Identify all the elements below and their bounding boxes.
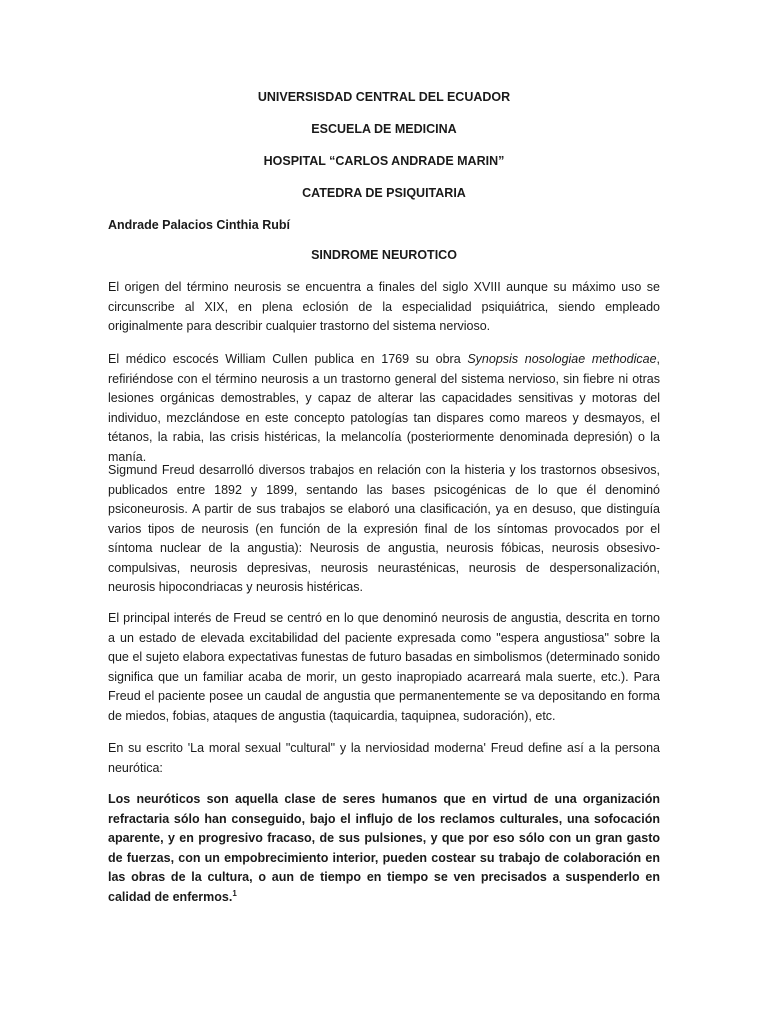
footnote-marker: 1 [232, 888, 237, 898]
paragraph-cullen-text-b: , refiriéndose con el término neurosis a un trastorno general del sistema nervioso, sin fiebre ni otras lesiones orgánicas demostrables, y capaz de alterar las capacidades sensitivas y motoras del individuo, mezclándose en este concepto patologías tan dispares como mareos y desmayos, el tétanos, la rabia, las crisis histéricas, la melancolía (posteriormente denominada depresión) o la manía. [108, 352, 661, 464]
university-heading: UNIVERSISDAD CENTRAL DEL ECUADOR [257, 90, 511, 104]
department-heading: CATEDRA DE PSIQUITARIA [302, 186, 466, 200]
author-name: Andrade Palacios Cinthia Rubí [108, 218, 290, 232]
paragraph-cullen [108, 350, 660, 467]
paragraph-moral-sexual: En su escrito 'La moral sexual "cultural" y la nerviosidad moderna' Freud define así a la persona neurótica: [108, 741, 660, 775]
school-heading: ESCUELA DE MEDICINA [311, 122, 457, 136]
paragraph-freud-work: Sigmund Freud desarrolló diversos trabajos en relación con la histeria y los trastornos obsesivos, publicados entre 1892 y 1899, sentando las bases psicogénicas de lo que él denominó psiconeurosis. A partir de sus trabajos se elaboró una clasificación, ya en desuso, que distinguía varios tipos de neurosis (en función de la expresión final de los síntomas provocados por el síntoma nuclear de la angustia): Neurosis de angustia, neurosis fóbicas, neurosis obsesivo-compulsivas, neurosis depresivas, neurosis neurasténicas, neurosis de despersonalización, neurosis hipocondriacas y neurosis histéricas. [108, 463, 660, 594]
book-title: Synopsis nosologiae methodicae [467, 352, 657, 366]
paragraph-anxiety-neurosis: El principal interés de Freud se centró en lo que denominó neurosis de angustia, descrita en torno a un estado de elevada excitabilidad del paciente expresada como "espera angustiosa" sobre la que el sujeto elabora expectativas funestas de futuro basadas en simbolismos (determinado sonido significa que un familiar acaba de morir, un gesto inapropiado acarreará mala suerte, etc.). Para Freud el paciente posee un caudal de angustia que permanentemente se va depositando en forma de miedos, fobias, ataques de angustia (taquicardia, taquipnea, sudoración), etc. [108, 611, 660, 723]
hospital-heading: HOSPITAL “CARLOS ANDRADE MARIN” [263, 154, 505, 168]
paragraph-cullen-text-a: El médico escocés William Cullen publica en 1769 su obra [108, 352, 468, 366]
paragraph-neurotic-definition [108, 790, 660, 907]
document-title: SINDROME NEUROTICO [311, 248, 457, 262]
neurotic-definition-text: Los neuróticos son aquella clase de seres humanos que en virtud de una organización refractaria sólo han conseguido, bajo el influjo de los reclamos culturales, una sofocación aparente, y en progresivo fracaso, de sus pulsiones, y que por eso sólo con un gran gasto de fuerzas, con un empobrecimiento interior, pueden costear su trabajo de colaboración en las obras de la cultura, o aun de tiempo en tiempo se ven precisados a suspenderlo en calidad de enfermos. [108, 792, 660, 904]
paragraph-origin: El origen del término neurosis se encuentra a finales del siglo XVIII aunque su máximo uso se circunscribe al XIX, en plena eclosión de la especialidad psiquiátrica, siendo empleado originalmente para describir cualquier trastorno del sistema nervioso. [108, 280, 660, 333]
